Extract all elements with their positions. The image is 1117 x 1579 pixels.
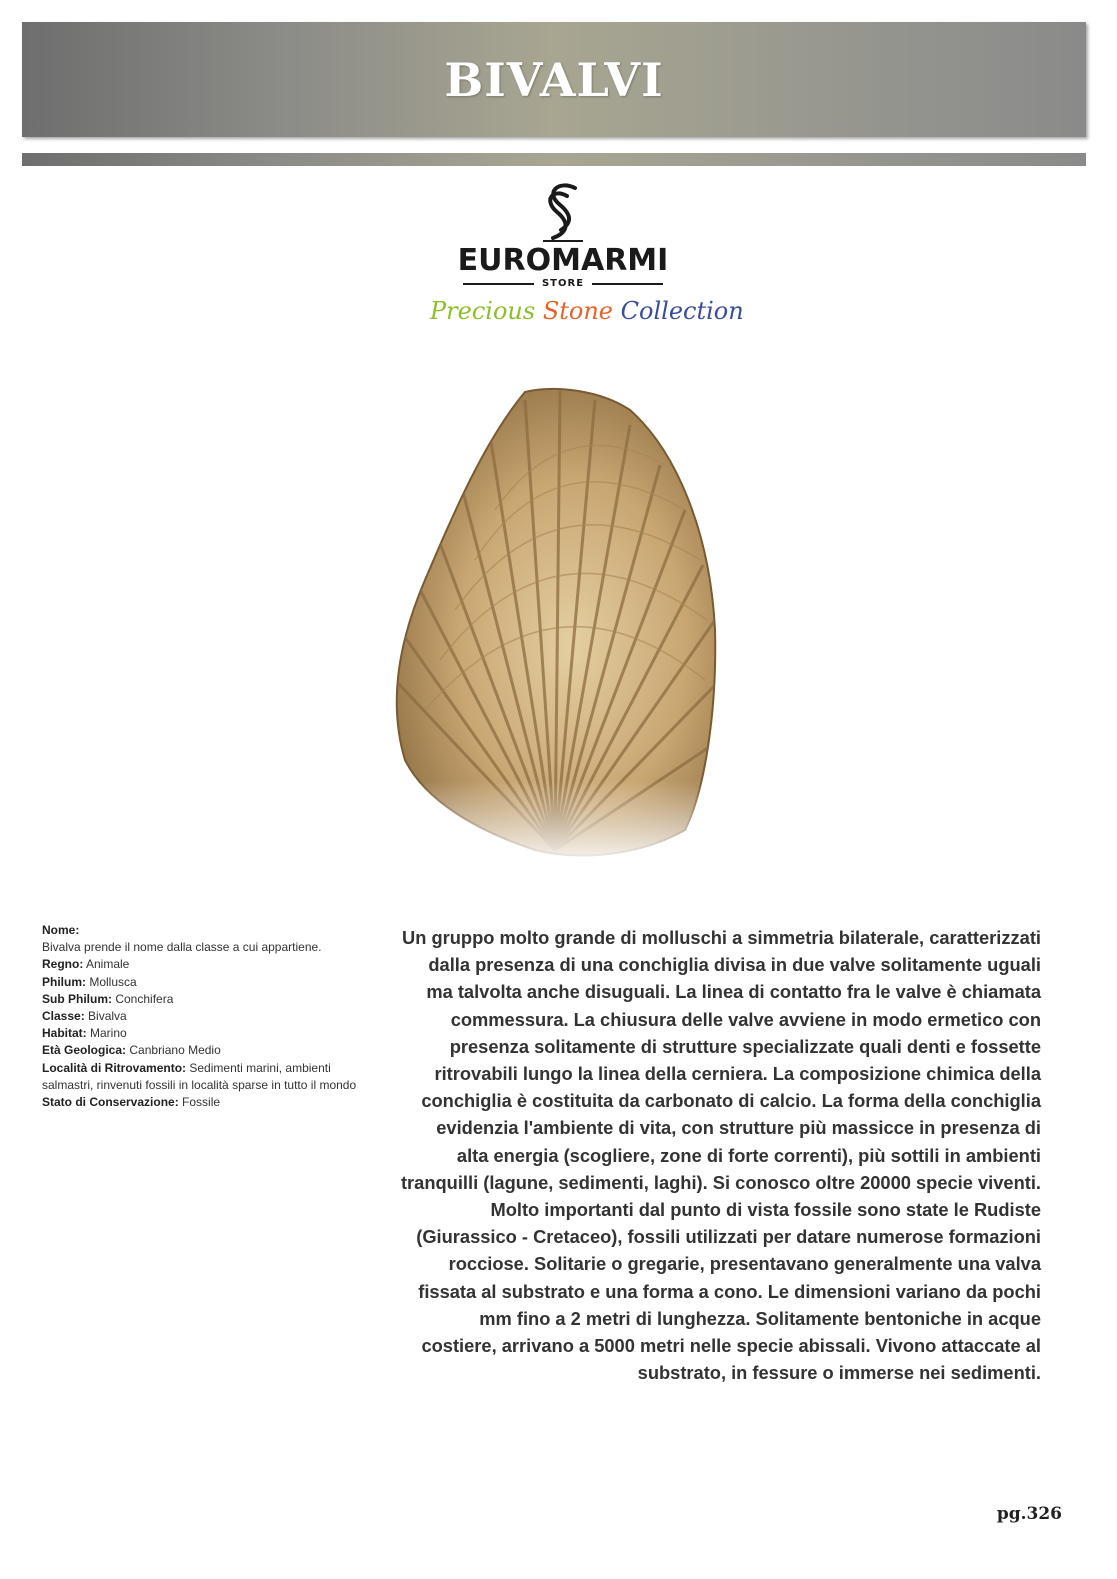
spec-eta-label: Età Geologica: bbox=[42, 1043, 127, 1058]
page-number: pg.326 bbox=[996, 1504, 1062, 1524]
spec-habitat-value: Marino bbox=[90, 1026, 127, 1041]
spec-nome bbox=[42, 922, 382, 956]
logo-store-label: STORE bbox=[541, 278, 585, 289]
spec-localita-value: Sedimenti marini, ambienti salmastri, rinvenuti fossili in località sparse in tutto il mondo bbox=[42, 1060, 357, 1092]
fossil-shell-image bbox=[385, 380, 730, 870]
spec-habitat-label: Habitat: bbox=[42, 1026, 87, 1041]
spec-phylum-label: Philum: bbox=[42, 974, 86, 989]
spec-subphylum-label: Sub Philum: bbox=[42, 991, 112, 1006]
spec-nome-value: Bivalva prende il nome dalla classe a cui appartiene. bbox=[42, 940, 322, 955]
logo-store-row bbox=[463, 278, 663, 289]
spec-regno-value: Animale bbox=[86, 957, 130, 972]
spec-subphylum-value: Conchifera bbox=[115, 991, 174, 1006]
spec-stato-label: Stato di Conservazione: bbox=[42, 1095, 179, 1110]
spec-stato-value: Fossile bbox=[182, 1095, 221, 1110]
spec-phylum-value: Mollusca bbox=[89, 974, 137, 989]
logo-tagline bbox=[430, 297, 744, 325]
spec-classe-value: Bivalva bbox=[88, 1009, 127, 1024]
divider-bar bbox=[22, 153, 1086, 166]
title-banner bbox=[22, 22, 1086, 137]
tagline-word-3: Collection bbox=[620, 297, 744, 325]
spec-regno bbox=[42, 956, 382, 973]
logo-monogram-icon bbox=[539, 182, 587, 244]
description-text: Un gruppo molto grande di molluschi a simmetria bilaterale, caratterizzati dalla presenza di una conchiglia divisa in due valve solitamente uguali ma talvolta anche disuguali. La linea di contatto fra le valve è chiamata commessura. La chiusura delle valve avviene in modo ermetico con presenza solitamente di strutture specializzate quali denti e fossette ritrovabili lungo la linea della cerniera. La composizione chimica della conchiglia è costituita da carbonato di calcio. La forma della conchiglia evidenzia l'ambiente di vita, con strutture più massicce in presenza di alta energia (scogliere, zone di forte correnti), più sottili in ambienti tranquilli (lagune, sedimenti, laghi). Si conosco oltre 20000 specie viventi. Molto importanti dal punto di vista fossile sono state le Rudiste (Giurassico - Cretaceo), fossili utilizzati per datare numerose formazioni rocciose. Solitarie o gregarie, presentavano generalmente una valva fissata al substrato e una forma a cono. Le dimensioni variano da pochi mm fino a 2 metri di lunghezza. Solitamente bentoniche in acque costiere, arrivano a 5000 metri nelle specie abissali. Vivono attaccate al substrato, in fessure o immerse nei sedimenti. bbox=[400, 927, 1041, 1384]
spec-eta-value: Canbriano Medio bbox=[129, 1043, 221, 1058]
spec-localita-label: Località di Ritrovamento: bbox=[42, 1060, 187, 1075]
logo-rule-right bbox=[592, 283, 663, 285]
brand-logo bbox=[430, 182, 744, 348]
tagline-word-2: Stone bbox=[542, 297, 614, 325]
spec-subphylum bbox=[42, 991, 382, 1008]
spec-phylum bbox=[42, 974, 382, 991]
logo-rule-left bbox=[463, 283, 534, 285]
specimen-details bbox=[42, 922, 382, 1111]
spec-nome-label: Nome: bbox=[42, 923, 80, 937]
spec-habitat bbox=[42, 1025, 382, 1042]
spec-eta bbox=[42, 1042, 382, 1059]
spec-stato bbox=[42, 1094, 382, 1111]
tagline-word-1: Precious bbox=[430, 297, 536, 325]
spec-localita bbox=[42, 1060, 382, 1094]
spec-regno-label: Regno: bbox=[42, 957, 84, 972]
spec-classe bbox=[42, 1008, 382, 1025]
spec-classe-label: Classe: bbox=[42, 1009, 85, 1024]
page-title: BIVALVI bbox=[444, 52, 664, 107]
logo-brand-name: EUROMARMI bbox=[457, 243, 669, 278]
